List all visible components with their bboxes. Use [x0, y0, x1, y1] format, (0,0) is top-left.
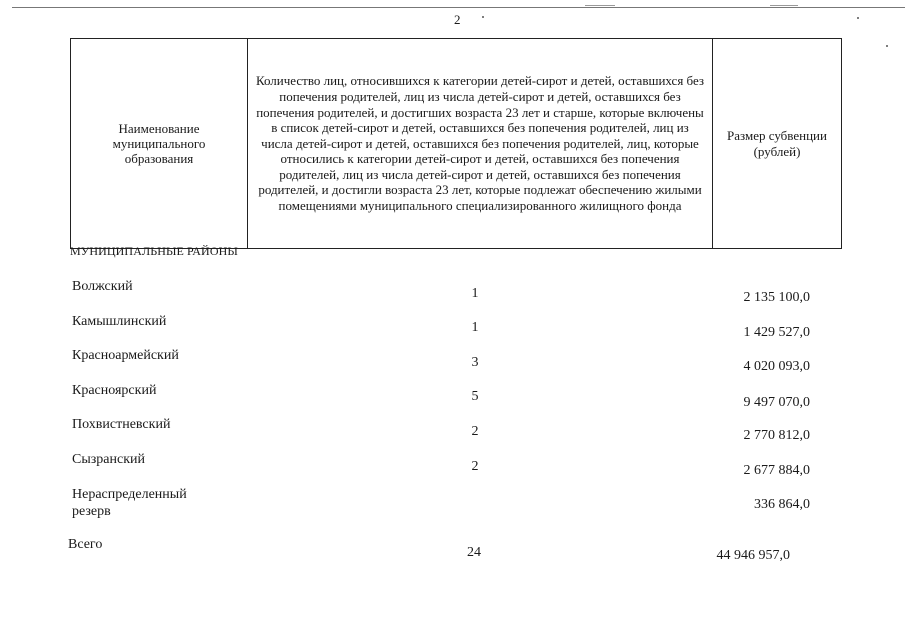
- header-municipality: Наименование муниципального образования: [71, 39, 248, 248]
- page-number: 2: [454, 12, 461, 27]
- row-name: Нераспределенный резерв: [72, 487, 187, 519]
- scan-speck: [857, 17, 859, 19]
- row-amount: 2 135 100,0: [743, 290, 810, 305]
- table-row: [0, 417, 905, 457]
- row-count: 2: [471, 459, 479, 474]
- total-amount: 44 946 957,0: [716, 548, 790, 563]
- row-amount: 1 429 527,0: [743, 325, 810, 340]
- row-name: Красноярский: [72, 383, 157, 398]
- row-count: 1: [471, 320, 479, 335]
- row-name: Волжский: [72, 279, 133, 294]
- row-amount: 2 770 812,0: [743, 428, 810, 443]
- table-row: [0, 486, 905, 526]
- row-name: Красноармейский: [72, 348, 179, 363]
- table-total-row: [0, 537, 905, 577]
- section-title: МУНИЦИПАЛЬНЫЕ РАЙОНЫ: [70, 244, 238, 258]
- table-row: [0, 348, 905, 388]
- row-amount: 4 020 093,0: [743, 359, 810, 374]
- scan-mark: [585, 5, 615, 6]
- scan-mark: [770, 5, 798, 6]
- row-count: 2: [471, 424, 479, 439]
- row-amount: 336 864,0: [754, 497, 810, 512]
- header-subvention-amount: Размер субвенции (рублей): [727, 127, 827, 159]
- row-amount: 9 497 070,0: [743, 395, 810, 410]
- row-count: 3: [471, 355, 479, 370]
- row-name: Похвистневский: [72, 417, 171, 432]
- scan-speck: [482, 16, 484, 18]
- scan-edge-line: [12, 7, 905, 8]
- total-count: 24: [467, 545, 481, 560]
- header-persons-count: Количество лиц, относившихся к категории детей-сирот и детей, оставшихся без попечения родителей, лиц из числа детей-сирот и детей, оставшихся без попечения родителей, и достигших возраста 23 лет и старше, которые включены в список детей-сирот и детей, оставшихся без попечения родителей, лиц из числа детей-сирот и детей, оставшихся без попечения родителей, лиц, которые относились к категории детей-сирот и детей, оставшихся без попечения родителей, лиц из числа детей-сирот и детей, оставшихся без попечения родителей, и достигли возраста 23 лет, которые подлежат обеспечению жилыми помещениями муниципального специализированного жилищного фонда: [248, 39, 713, 248]
- scan-speck: [886, 45, 888, 47]
- total-label: Всего: [68, 537, 103, 552]
- row-name: Сызранский: [72, 452, 145, 467]
- row-name: Камышлинский: [72, 314, 167, 329]
- row-amount: 2 677 884,0: [743, 463, 810, 478]
- row-count: 1: [471, 286, 479, 301]
- table-header: [70, 38, 842, 249]
- table-row: [0, 279, 905, 319]
- row-count: 5: [471, 389, 479, 404]
